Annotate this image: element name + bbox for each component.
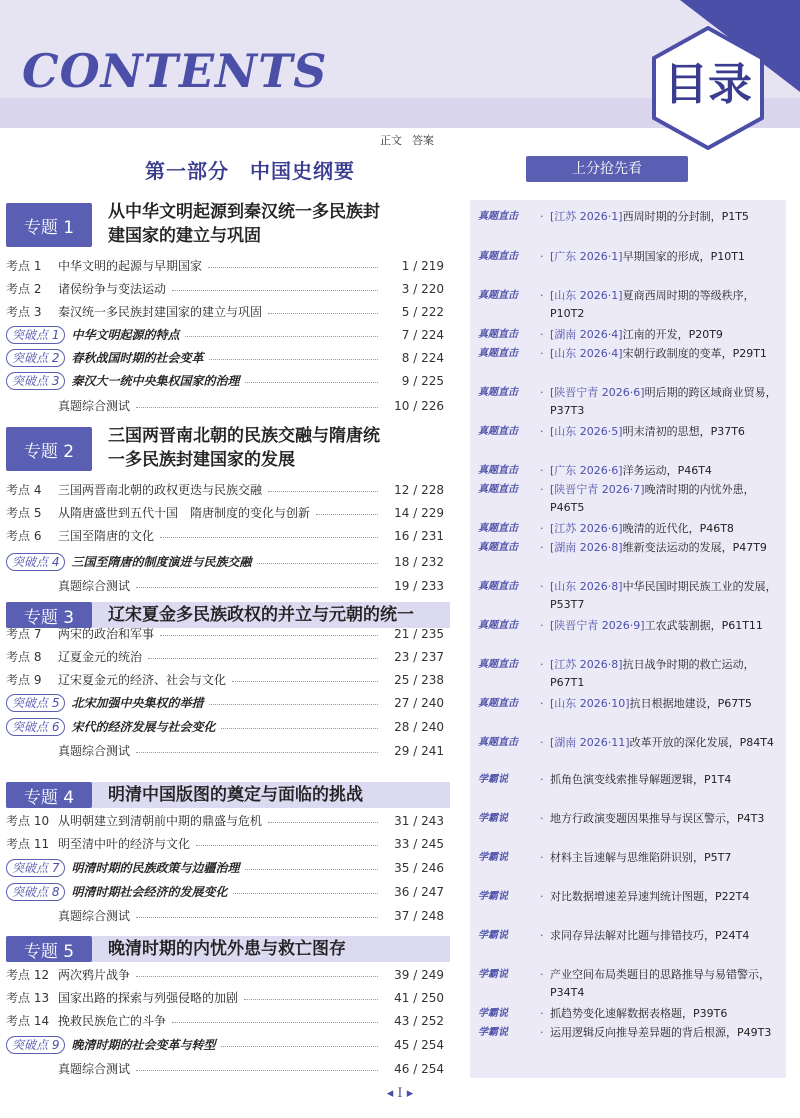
bullet-icon: ·	[540, 812, 544, 825]
row-number: 考点 14	[6, 1014, 50, 1028]
item-text	[550, 966, 784, 1002]
side-panel-item[interactable]	[478, 966, 784, 1002]
item-text	[550, 888, 784, 906]
item-description: 夏商西周时期的等级秩序，P10T2	[550, 289, 755, 320]
dot-leader	[136, 744, 378, 753]
breakthrough-tag: 突破点 8	[6, 883, 65, 901]
part-title: 第一部分 中国史纲要	[145, 159, 355, 183]
side-panel-item[interactable]	[478, 248, 784, 266]
topic-heading[interactable]	[6, 200, 450, 250]
row-number: 考点 4	[6, 483, 42, 497]
dot-leader	[316, 506, 378, 515]
side-panel-item[interactable]	[478, 326, 784, 344]
item-text	[550, 423, 784, 441]
side-panel-item[interactable]	[478, 423, 784, 441]
item-label: 真题直击	[478, 348, 518, 359]
row-title: 真题综合测试	[58, 909, 131, 923]
toc-row[interactable]	[6, 575, 444, 597]
dot-leader	[209, 351, 378, 360]
item-label: 真题直击	[478, 290, 518, 301]
item-description: 抗日战争时期的救亡运动，P67T1	[550, 658, 755, 689]
row-title: 真题综合测试	[58, 1062, 131, 1076]
row-pages: 8 / 224	[401, 351, 444, 365]
side-panel-item[interactable]	[478, 888, 784, 906]
row-title: 三国两晋南北朝的政权更迭与民族交融	[58, 483, 263, 497]
item-label: 真题直击	[478, 737, 518, 748]
toc-row[interactable]	[6, 255, 444, 277]
row-title: 挽救民族危亡的斗争	[58, 1014, 167, 1028]
breakthrough-row[interactable]	[6, 370, 444, 392]
item-label: 真题直击	[478, 659, 518, 670]
row-title: 秦汉大一统中央集权国家的治理	[71, 374, 240, 388]
dot-leader	[136, 968, 378, 977]
item-label: 真题直击	[478, 620, 518, 631]
dot-leader	[172, 1014, 378, 1023]
dot-leader	[244, 991, 378, 1000]
item-text	[550, 617, 784, 635]
row-title: 明至清中叶的经济与文化	[58, 837, 191, 851]
breakthrough-row[interactable]	[6, 347, 444, 369]
row-title: 中华文明起源的特点	[71, 328, 180, 342]
row-number: 考点 3	[6, 305, 42, 319]
item-source: [广东 2026·1]	[550, 250, 623, 263]
item-text	[550, 481, 784, 517]
dot-leader	[136, 1062, 378, 1071]
bullet-icon: ·	[540, 890, 544, 903]
side-panel-item[interactable]	[478, 539, 784, 557]
side-panel-item[interactable]	[478, 695, 784, 713]
dot-leader	[209, 696, 378, 705]
dot-leader	[136, 909, 378, 918]
item-source: [湖南 2026·8]	[550, 541, 623, 554]
topic-title-line: 晚清时期的内忧外患与救亡图存	[108, 939, 346, 959]
item-source: [山东 2026·5]	[550, 425, 623, 438]
item-source: [陕晋宁青 2026·9]	[550, 619, 645, 632]
bullet-icon: ·	[540, 773, 544, 786]
breakthrough-row[interactable]	[6, 692, 444, 714]
side-panel-item[interactable]	[478, 481, 784, 517]
row-pages: 35 / 246	[394, 861, 444, 875]
side-panel-item[interactable]	[478, 927, 784, 945]
row-title: 国家出路的探索与列强侵略的加剧	[58, 991, 239, 1005]
item-description: 抓角色演变线索推导解题逻辑，P1T4	[550, 773, 732, 786]
column-main: 正文	[380, 134, 402, 147]
dot-leader	[160, 529, 378, 538]
item-text	[550, 1024, 784, 1042]
item-label: 真题直击	[478, 251, 518, 262]
item-label: 学霸说	[478, 969, 508, 980]
row-title: 秦汉统一多民族封建国家的建立与巩固	[58, 305, 263, 319]
item-label: 真题直击	[478, 484, 518, 495]
bullet-icon: ·	[540, 425, 544, 438]
item-label: 学霸说	[478, 1008, 508, 1019]
dot-leader	[221, 720, 378, 729]
item-description: 改革开放的深化发展，P84T4	[629, 736, 774, 749]
row-title: 春秋战国时期的社会变革	[71, 351, 204, 365]
bullet-icon: ·	[540, 851, 544, 864]
title-hexagon	[652, 26, 764, 150]
column-answer: 答案	[412, 134, 434, 147]
breakthrough-tag: 突破点 7	[6, 859, 65, 877]
breakthrough-tag: 突破点 1	[6, 326, 65, 344]
row-pages: 7 / 224	[401, 328, 444, 342]
row-title: 真题综合测试	[58, 579, 131, 593]
bullet-icon: ·	[540, 289, 544, 302]
toc-row[interactable]	[6, 646, 444, 668]
item-text	[550, 248, 784, 266]
breakthrough-tag: 突破点 6	[6, 718, 65, 736]
row-pages: 29 / 241	[394, 744, 444, 758]
item-text	[550, 578, 784, 614]
item-description: 对比数据增速差异速判统计图题，P22T4	[550, 890, 750, 903]
item-label: 真题直击	[478, 581, 518, 592]
side-panel-item[interactable]	[478, 345, 784, 363]
row-title: 真题综合测试	[58, 744, 131, 758]
bullet-icon: ·	[540, 1026, 544, 1039]
breakthrough-tag: 突破点 4	[6, 553, 65, 571]
toc-row[interactable]	[6, 740, 444, 762]
item-label: 学霸说	[478, 774, 508, 785]
item-source: [山东 2026·10]	[550, 697, 630, 710]
side-panel-item[interactable]	[478, 617, 784, 635]
row-title: 从明朝建立到清朝前中期的鼎盛与危机	[58, 814, 263, 828]
item-description: 洋务运动，P46T4	[622, 464, 712, 477]
row-pages: 5 / 222	[401, 305, 444, 319]
breakthrough-row[interactable]	[6, 551, 444, 573]
item-text	[550, 326, 784, 344]
bullet-icon: ·	[540, 386, 544, 399]
item-source: [湖南 2026·11]	[550, 736, 630, 749]
item-description: 明后期的跨区域商业贸易，P37T3	[550, 386, 777, 417]
item-label: 真题直击	[478, 329, 518, 340]
row-pages: 37 / 248	[394, 909, 444, 923]
row-title: 中华文明的起源与早期国家	[58, 259, 203, 273]
dot-leader	[185, 328, 378, 337]
topic-title-line: 一多民族封建国家的发展	[108, 450, 295, 470]
row-title: 诸侯纷争与变法运动	[58, 282, 167, 296]
bullet-icon: ·	[540, 483, 544, 496]
item-text	[550, 656, 784, 692]
row-pages: 27 / 240	[394, 696, 444, 710]
row-pages: 3 / 220	[401, 282, 444, 296]
dot-leader	[172, 282, 378, 291]
item-label: 学霸说	[478, 813, 508, 824]
dot-leader	[268, 483, 378, 492]
item-description: 求同存异法解对比题与排错技巧，P24T4	[550, 929, 750, 942]
toc-row[interactable]	[6, 623, 444, 645]
item-description: 江南的开发，P20T9	[622, 328, 723, 341]
row-pages: 1 / 219	[401, 259, 444, 273]
side-panel-item[interactable]	[478, 287, 784, 323]
dot-leader	[245, 861, 378, 870]
row-number: 考点 6	[6, 529, 42, 543]
bullet-icon: ·	[540, 250, 544, 263]
item-source: [广东 2026·6]	[550, 464, 623, 477]
item-description: 运用逻辑反向推导差异题的背后根源，P49T3	[550, 1026, 772, 1039]
row-number: 考点 2	[6, 282, 42, 296]
toc-row[interactable]	[6, 987, 444, 1009]
breakthrough-tag: 突破点 3	[6, 372, 65, 390]
item-source: [陕晋宁青 2026·6]	[550, 386, 645, 399]
item-description: 材料主旨速解与思维陷阱识别，P5T7	[550, 851, 732, 864]
side-panel-item[interactable]	[478, 1024, 784, 1042]
row-title: 两次鸦片战争	[58, 968, 131, 982]
dot-leader	[136, 579, 378, 588]
side-panel-item[interactable]	[478, 810, 784, 828]
toc-row[interactable]	[6, 502, 444, 524]
side-panel-item[interactable]	[478, 384, 784, 420]
contents-label: CONTENTS	[22, 44, 328, 98]
side-panel-heading: 上分抢先看	[526, 156, 688, 182]
toc-row[interactable]	[6, 479, 444, 501]
column-header	[380, 132, 444, 148]
row-pages: 36 / 247	[394, 885, 444, 899]
topic-title-line: 辽宋夏金多民族政权的并立与元朝的统一	[108, 605, 414, 625]
row-number: 考点 13	[6, 991, 50, 1005]
row-pages: 39 / 249	[394, 968, 444, 982]
toc-row[interactable]	[6, 810, 444, 832]
row-number: 考点 9	[6, 673, 42, 687]
row-number: 考点 10	[6, 814, 50, 828]
row-pages: 45 / 254	[394, 1038, 444, 1052]
item-label: 真题直击	[478, 426, 518, 437]
breakthrough-tag: 突破点 2	[6, 349, 65, 367]
side-panel-item[interactable]	[478, 520, 784, 538]
item-source: [湖南 2026·4]	[550, 328, 623, 341]
item-description: 明末清初的思想，P37T6	[622, 425, 745, 438]
row-title: 辽宋夏金元的经济、社会与文化	[58, 673, 227, 687]
item-text	[550, 287, 784, 323]
row-pages: 25 / 238	[394, 673, 444, 687]
item-description: 抗日根据地建设，P67T5	[629, 697, 752, 710]
item-text	[550, 810, 784, 828]
toc-row[interactable]	[6, 301, 444, 323]
item-label: 真题直击	[478, 387, 518, 398]
bullet-icon: ·	[540, 328, 544, 341]
item-source: [山东 2026·1]	[550, 289, 623, 302]
row-title: 两宋的政治和军事	[58, 627, 155, 641]
row-pages: 46 / 254	[394, 1062, 444, 1076]
dot-leader	[221, 1038, 378, 1047]
item-text	[550, 771, 784, 789]
dot-leader	[257, 555, 378, 564]
breakthrough-tag: 突破点 5	[6, 694, 65, 712]
toc-row[interactable]	[6, 278, 444, 300]
topic-badge: 专题 2	[6, 427, 92, 471]
item-description: 宋朝行政制度的变革，P29T1	[622, 347, 767, 360]
item-text	[550, 849, 784, 867]
row-pages: 33 / 245	[394, 837, 444, 851]
item-description: 晚清时期的内忧外患，P46T5	[550, 483, 755, 514]
item-label: 学霸说	[478, 930, 508, 941]
page-number: ◂ I ▸	[386, 1086, 414, 1101]
topic-title-line: 建国家的建立与巩固	[108, 226, 261, 246]
bullet-icon: ·	[540, 464, 544, 477]
dot-leader	[245, 374, 378, 383]
bullet-icon: ·	[540, 580, 544, 593]
bullet-icon: ·	[540, 619, 544, 632]
item-description: 维新变法运动的发展，P47T9	[622, 541, 767, 554]
toc-row[interactable]	[6, 525, 444, 547]
row-title: 真题综合测试	[58, 399, 131, 413]
row-title: 明清时期社会经济的发展变化	[71, 885, 228, 899]
item-text	[550, 462, 784, 480]
item-source: [陕晋宁青 2026·7]	[550, 483, 645, 496]
row-title: 宋代的经济发展与社会变化	[71, 720, 216, 734]
bullet-icon: ·	[540, 347, 544, 360]
topic-title-line: 明清中国版图的奠定与面临的挑战	[108, 785, 363, 805]
item-description: 中华民国时期民族工业的发展，P53T7	[550, 580, 777, 611]
item-source: [山东 2026·8]	[550, 580, 623, 593]
bullet-icon: ·	[540, 541, 544, 554]
item-label: 真题直击	[478, 523, 518, 534]
side-panel-item[interactable]	[478, 462, 784, 480]
item-text	[550, 539, 784, 557]
side-panel-item[interactable]	[478, 656, 784, 692]
breakthrough-row[interactable]	[6, 857, 444, 879]
row-pages: 9 / 225	[401, 374, 444, 388]
row-number: 考点 1	[6, 259, 42, 273]
topic-title-line: 从中华文明起源到秦汉统一多民族封	[108, 202, 380, 222]
breakthrough-tag: 突破点 9	[6, 1036, 65, 1054]
bullet-icon: ·	[540, 658, 544, 671]
bullet-icon: ·	[540, 1007, 544, 1020]
item-label: 真题直击	[478, 698, 518, 709]
item-source: [江苏 2026·1]	[550, 210, 623, 223]
breakthrough-row[interactable]	[6, 716, 444, 738]
item-text	[550, 345, 784, 363]
toc-row[interactable]	[6, 1010, 444, 1032]
toc-row[interactable]	[6, 1058, 444, 1080]
item-text	[550, 734, 784, 752]
bullet-icon: ·	[540, 929, 544, 942]
item-label: 真题直击	[478, 211, 518, 222]
topic-badge: 专题 5	[6, 936, 92, 962]
topic-badge: 专题 4	[6, 782, 92, 808]
row-title: 明清时期的民族政策与边疆治理	[71, 861, 240, 875]
side-panel-item[interactable]	[478, 208, 784, 226]
toc-row[interactable]	[6, 395, 444, 417]
item-source: [山东 2026·4]	[550, 347, 623, 360]
topic-heading[interactable]	[6, 780, 450, 810]
page-title: 目录	[664, 59, 752, 110]
row-title: 从隋唐盛世到五代十国 隋唐制度的变化与创新	[58, 506, 311, 520]
item-text	[550, 695, 784, 713]
side-panel-item[interactable]	[478, 849, 784, 867]
topic-badge: 专题 3	[6, 602, 92, 628]
dot-leader	[268, 814, 378, 823]
item-description: 抓趋势变化速解数据表格题，P39T6	[550, 1007, 728, 1020]
row-pages: 28 / 240	[394, 720, 444, 734]
row-pages: 10 / 226	[394, 399, 444, 413]
row-title: 三国至隋唐的文化	[58, 529, 155, 543]
row-title: 晚清时期的社会变革与转型	[71, 1038, 216, 1052]
row-pages: 14 / 229	[394, 506, 444, 520]
toc-row[interactable]	[6, 964, 444, 986]
row-pages: 41 / 250	[394, 991, 444, 1005]
dot-leader	[233, 885, 378, 894]
row-number: 考点 11	[6, 837, 50, 851]
bullet-icon: ·	[540, 968, 544, 981]
dot-leader	[196, 837, 378, 846]
row-number: 考点 7	[6, 627, 42, 641]
dot-leader	[232, 673, 378, 682]
row-pages: 31 / 243	[394, 814, 444, 828]
topic-heading[interactable]	[6, 934, 450, 964]
toc-row[interactable]	[6, 833, 444, 855]
bullet-icon: ·	[540, 697, 544, 710]
breakthrough-row[interactable]	[6, 881, 444, 903]
row-title: 北宋加强中央集权的举措	[71, 696, 204, 710]
side-panel-item[interactable]	[478, 734, 784, 752]
topic-title-line: 三国两晋南北朝的民族交融与隋唐统	[108, 426, 380, 446]
row-pages: 16 / 231	[394, 529, 444, 543]
bullet-icon: ·	[540, 736, 544, 749]
item-label: 真题直击	[478, 465, 518, 476]
dot-leader	[148, 650, 378, 659]
row-number: 考点 5	[6, 506, 42, 520]
row-title: 辽夏金元的统治	[58, 650, 143, 664]
row-pages: 19 / 233	[394, 579, 444, 593]
row-number: 考点 8	[6, 650, 42, 664]
row-pages: 18 / 232	[394, 555, 444, 569]
item-text	[550, 1005, 784, 1023]
breakthrough-row[interactable]	[6, 324, 444, 346]
item-text	[550, 520, 784, 538]
item-description: 西周时期的分封制，P1T5	[622, 210, 749, 223]
item-text	[550, 384, 784, 420]
topic-heading[interactable]	[6, 424, 450, 474]
row-title: 三国至隋唐的制度演进与民族交融	[71, 555, 252, 569]
row-pages: 12 / 228	[394, 483, 444, 497]
side-panel-item[interactable]	[478, 1005, 784, 1023]
item-description: 晚清的近代化，P46T8	[622, 522, 734, 535]
topic-badge: 专题 1	[6, 203, 92, 247]
item-text	[550, 927, 784, 945]
item-label: 学霸说	[478, 891, 508, 902]
item-label: 学霸说	[478, 852, 508, 863]
row-pages: 43 / 252	[394, 1014, 444, 1028]
dot-leader	[208, 259, 378, 268]
dot-leader	[268, 305, 378, 314]
item-description: 早期国家的形成，P10T1	[622, 250, 745, 263]
row-number: 考点 12	[6, 968, 50, 982]
dot-leader	[160, 627, 378, 636]
bullet-icon: ·	[540, 210, 544, 223]
row-pages: 23 / 237	[394, 650, 444, 664]
item-description: 产业空间布局类题目的思路推导与易错警示，P34T4	[550, 968, 770, 999]
row-pages: 21 / 235	[394, 627, 444, 641]
item-label: 真题直击	[478, 542, 518, 553]
item-description: 地方行政演变题因果推导与误区警示，P4T3	[550, 812, 765, 825]
dot-leader	[136, 399, 378, 408]
item-text	[550, 208, 784, 226]
item-label: 学霸说	[478, 1027, 508, 1038]
toc-row[interactable]	[6, 669, 444, 691]
side-panel-item[interactable]	[478, 578, 784, 614]
item-source: [江苏 2026·8]	[550, 658, 623, 671]
bullet-icon: ·	[540, 522, 544, 535]
side-panel-item[interactable]	[478, 771, 784, 789]
item-source: [江苏 2026·6]	[550, 522, 623, 535]
breakthrough-row[interactable]	[6, 1034, 444, 1056]
item-description: 工农武装割据，P61T11	[644, 619, 763, 632]
toc-row[interactable]	[6, 905, 444, 927]
